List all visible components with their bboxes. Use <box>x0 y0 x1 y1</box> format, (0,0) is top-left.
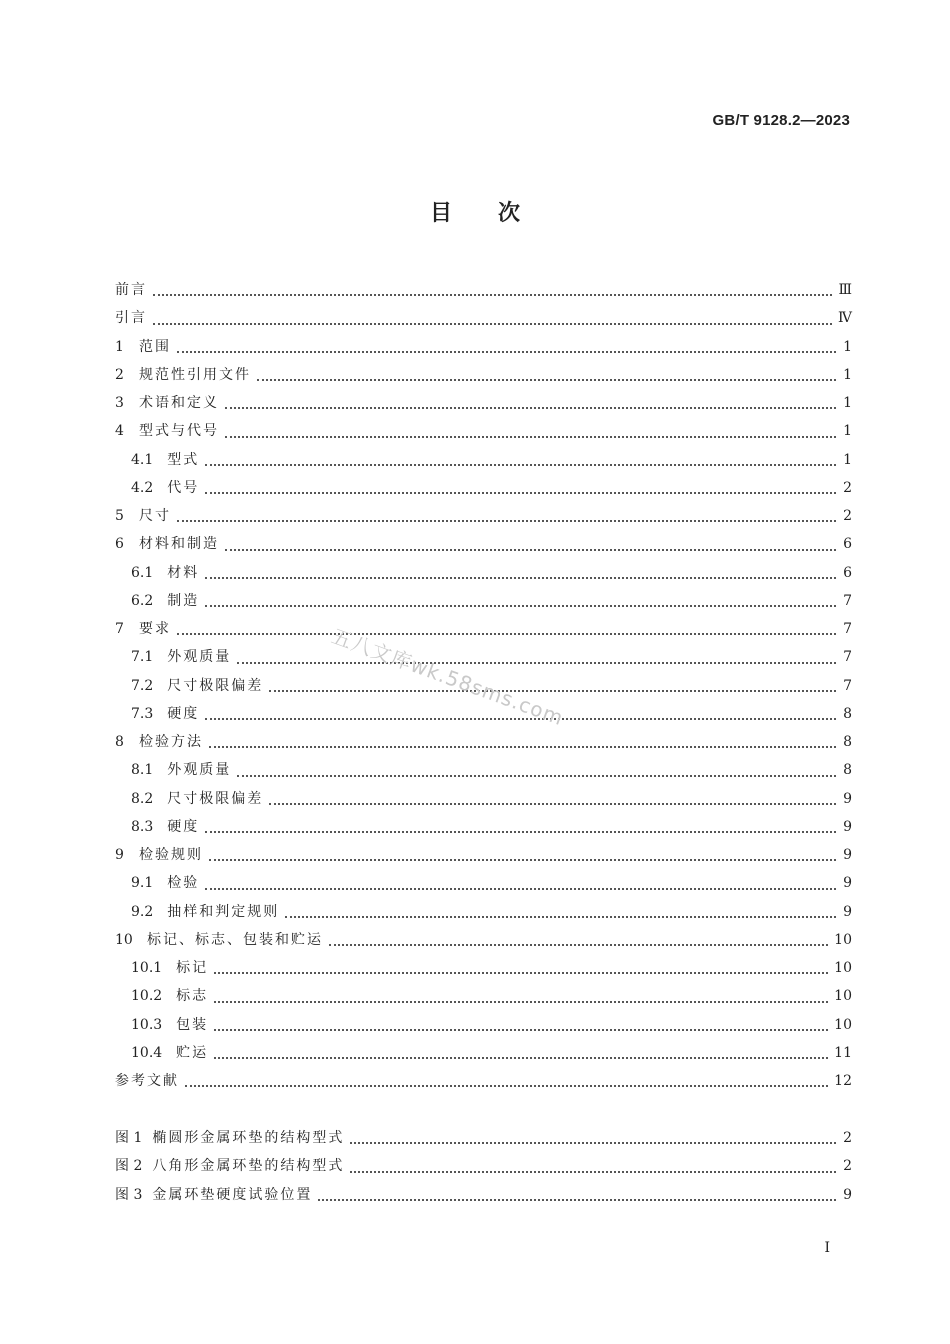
figure-title: 金属环垫硬度试验位置 <box>152 1186 313 1203</box>
page-ref: 6 <box>843 536 852 553</box>
page-ref: 8 <box>843 734 852 750</box>
page-ref: 1 <box>843 338 852 355</box>
page-ref: 9 <box>843 875 852 892</box>
toc-entry[interactable] <box>115 813 852 841</box>
toc-section-title: 检验方法 <box>139 734 203 750</box>
dot-leader <box>214 1057 828 1059</box>
toc-section-number: 8 <box>115 734 124 750</box>
toc-entry[interactable] <box>115 615 852 643</box>
toc-section-number: 10.3 <box>131 1016 163 1033</box>
page-ref: Ⅲ <box>838 282 852 298</box>
figure-number: 图 3 <box>115 1186 143 1203</box>
page-ref: 7 <box>843 592 852 609</box>
toc-section-title: 标志 <box>176 988 209 1005</box>
dot-leader <box>177 520 836 522</box>
toc-section-title: 硬度 <box>167 818 200 835</box>
page-number: Ⅰ <box>824 1240 830 1256</box>
toc-section-number: 9.1 <box>131 875 154 892</box>
toc-section-title: 尺寸 <box>139 508 171 524</box>
toc-entry[interactable] <box>115 1039 852 1067</box>
dot-leader <box>237 662 836 664</box>
toc-entry[interactable] <box>115 982 852 1010</box>
toc-entry[interactable] <box>115 756 852 784</box>
page-ref: 10 <box>834 1016 852 1033</box>
figure-title: 椭圆形金属环垫的结构型式 <box>152 1130 345 1146</box>
toc-section-number: 6.2 <box>131 592 154 609</box>
dot-leader <box>205 831 836 833</box>
toc-section-title: 型式 <box>167 451 200 468</box>
dot-leader <box>209 746 836 748</box>
toc-entry[interactable] <box>115 276 852 304</box>
toc-section-number: 4.1 <box>131 451 154 468</box>
toc-entry[interactable] <box>115 446 852 474</box>
toc-section-number: 4.2 <box>131 479 154 496</box>
dot-leader <box>257 379 836 381</box>
toc-section-number: 8.1 <box>131 762 154 779</box>
dot-leader <box>214 1001 828 1003</box>
dot-leader <box>350 1171 836 1173</box>
toc-entry[interactable] <box>115 954 852 982</box>
figure-number: 图 1 <box>115 1130 143 1146</box>
toc-entry[interactable] <box>115 643 852 671</box>
page-ref: 2 <box>843 479 852 496</box>
page-ref: 10 <box>834 931 852 948</box>
page-ref: 1 <box>843 451 852 468</box>
figure-list-entry[interactable] <box>115 1124 852 1152</box>
toc-section-number: 10 <box>115 931 133 948</box>
toc-section-title: 外观质量 <box>167 762 232 779</box>
dot-leader <box>177 633 836 635</box>
toc-entry[interactable] <box>115 926 852 954</box>
toc-section-title: 尺寸极限偏差 <box>167 677 264 694</box>
toc-section-title: 检验 <box>167 875 200 892</box>
page-ref: 11 <box>834 1044 852 1061</box>
page-ref: 2 <box>843 508 852 524</box>
page-ref: 8 <box>843 762 852 779</box>
toc-entry[interactable] <box>115 502 852 530</box>
dot-leader <box>209 859 836 861</box>
figure-list <box>115 1124 852 1209</box>
toc-section-title: 前言 <box>115 282 147 298</box>
page-ref: 1 <box>843 395 852 411</box>
figure-list-entry[interactable] <box>115 1152 852 1180</box>
dot-leader <box>269 690 836 692</box>
page-ref: 9 <box>843 1186 852 1203</box>
toc-section-title: 标记、标志、包装和贮运 <box>147 931 323 948</box>
dot-leader <box>225 549 836 551</box>
toc-section-number: 9 <box>115 847 124 863</box>
toc-entry[interactable] <box>115 417 852 445</box>
toc-entry[interactable] <box>115 841 852 869</box>
toc-section-title: 参考文献 <box>115 1073 179 1089</box>
toc-section-number: 6 <box>115 536 124 553</box>
toc-section-number: 8.3 <box>131 818 154 835</box>
toc-entry[interactable] <box>115 304 852 332</box>
page-ref: 7 <box>843 677 852 694</box>
toc-entry[interactable] <box>115 333 852 361</box>
toc-entry[interactable] <box>115 530 852 558</box>
toc-section-number: 2 <box>115 366 124 383</box>
toc-entry[interactable] <box>115 1011 852 1039</box>
page-title: 目次 <box>429 201 566 226</box>
dot-leader <box>318 1199 836 1201</box>
page-ref: 2 <box>843 1130 852 1146</box>
toc-entry[interactable] <box>115 1067 852 1095</box>
toc-section-number: 3 <box>115 395 124 411</box>
toc-section-title: 标记 <box>176 960 209 976</box>
dot-leader <box>214 1029 828 1031</box>
page-ref: 9 <box>843 790 852 807</box>
toc-section-title: 抽样和判定规则 <box>167 903 280 920</box>
page-ref: 9 <box>843 847 852 863</box>
toc-entry[interactable] <box>115 361 852 389</box>
page-ref: 1 <box>843 366 852 383</box>
toc-section-title: 检验规则 <box>139 847 203 863</box>
page-ref: 7 <box>843 621 852 637</box>
page-ref: 9 <box>843 903 852 920</box>
toc-section-title: 引言 <box>115 310 147 327</box>
toc-section-title: 代号 <box>167 479 200 496</box>
page-ref: 2 <box>843 1158 852 1175</box>
dot-leader <box>225 436 836 438</box>
dot-leader <box>214 972 828 974</box>
dot-leader <box>329 944 828 946</box>
page-ref: 9 <box>843 818 852 835</box>
dot-leader <box>153 294 832 296</box>
toc-section-title: 要求 <box>139 621 171 637</box>
toc-section-title: 制造 <box>167 592 200 609</box>
toc-section-number: 10.4 <box>131 1044 163 1061</box>
toc-section-number: 7.2 <box>131 677 154 694</box>
toc-section-title: 型式与代号 <box>139 423 219 440</box>
toc-entry[interactable] <box>115 728 852 756</box>
page-ref: 10 <box>834 960 852 976</box>
dot-leader <box>285 916 836 918</box>
toc-entry[interactable] <box>115 474 852 502</box>
dot-leader <box>185 1085 828 1087</box>
toc-section-number: 7.3 <box>131 705 154 722</box>
page-ref: 12 <box>834 1073 852 1089</box>
toc-section-title: 范围 <box>139 338 171 355</box>
watermark-text: 五八文库wk.58sms.com <box>328 623 567 731</box>
toc-section-number: 9.2 <box>131 903 154 920</box>
toc-entry[interactable] <box>115 559 852 587</box>
toc-section-number: 1 <box>115 338 124 355</box>
dot-leader <box>269 803 836 805</box>
toc-section-number: 8.2 <box>131 790 154 807</box>
dot-leader <box>205 492 836 494</box>
page-ref: 6 <box>843 564 852 581</box>
toc-section-number: 7.1 <box>131 649 154 666</box>
toc-section-title: 贮运 <box>176 1044 209 1061</box>
page-ref: 8 <box>843 705 852 722</box>
toc-section-title: 尺寸极限偏差 <box>167 790 264 807</box>
page-ref: 1 <box>843 423 852 440</box>
figure-title: 八角形金属环垫的结构型式 <box>152 1158 345 1175</box>
toc-entry[interactable] <box>115 898 852 926</box>
dot-leader <box>205 605 836 607</box>
toc-entry[interactable] <box>115 869 852 897</box>
dot-leader <box>205 718 836 720</box>
figure-list-entry[interactable] <box>115 1181 852 1209</box>
figure-number: 图 2 <box>115 1158 143 1175</box>
dot-leader <box>350 1142 836 1144</box>
toc-section-title: 规范性引用文件 <box>139 366 251 383</box>
toc-entry[interactable] <box>115 587 852 615</box>
toc-section-title: 材料和制造 <box>139 536 219 553</box>
toc-section-title: 材料 <box>167 564 200 581</box>
toc-section-title: 包装 <box>176 1016 209 1033</box>
standard-code: GB/T 9128.2—2023 <box>712 112 850 129</box>
toc-section-number: 4 <box>115 423 124 440</box>
toc-section-number: 7 <box>115 621 124 637</box>
page-ref: 7 <box>843 649 852 666</box>
toc-entry[interactable] <box>115 785 852 813</box>
toc-section-title: 硬度 <box>167 705 200 722</box>
toc-section-title: 外观质量 <box>167 649 232 666</box>
page-ref: 10 <box>834 988 852 1005</box>
toc-section-number: 6.1 <box>131 564 154 581</box>
dot-leader <box>153 323 832 325</box>
toc-section-number: 10.2 <box>131 988 163 1005</box>
page-ref: Ⅳ <box>838 310 852 327</box>
dot-leader <box>177 351 836 353</box>
toc-section-number: 5 <box>115 508 124 524</box>
dot-leader <box>205 888 836 890</box>
dot-leader <box>237 775 836 777</box>
dot-leader <box>225 407 836 409</box>
toc-entry[interactable] <box>115 389 852 417</box>
toc-section-title: 术语和定义 <box>139 395 219 411</box>
toc-section-number: 10.1 <box>131 960 163 976</box>
dot-leader <box>205 464 836 466</box>
dot-leader <box>205 577 836 579</box>
